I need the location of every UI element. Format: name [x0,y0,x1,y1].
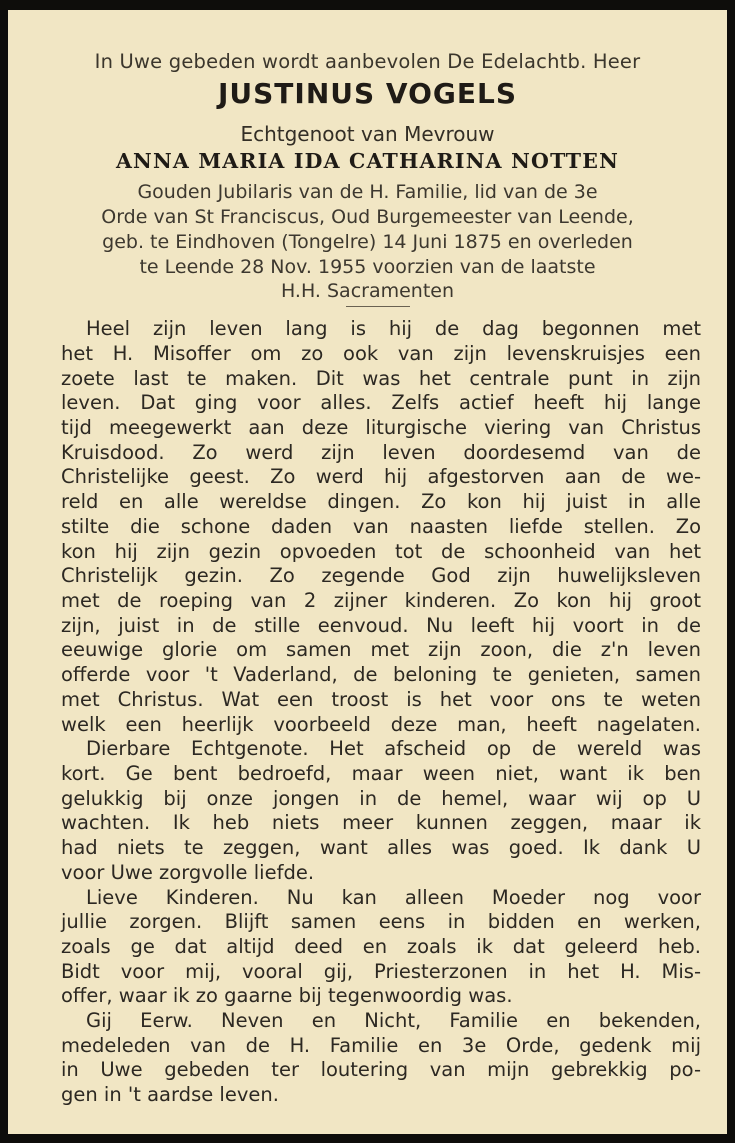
body-line: welk een heerlijk voorbeeld deze man, heeft nagelaten. [61,713,701,736]
body-line: gelukkig bij onze jongen in de hemel, waar wij op U [61,787,701,810]
body-line: jullie zorgen. Blijft samen eens in bidden en werken, [61,910,701,933]
body-line: Christelijk gezin. Zo zegende God zijn huwelijksleven [61,564,701,587]
body-line: offerde voor 't Vaderland, de beloning te genieten, samen [61,663,701,686]
body-line: Gij Eerw. Neven en Nicht, Familie en bekenden, [86,1009,701,1032]
deceased-name: JUSTINUS VOGELS [217,77,518,110]
body-line: kon hij zijn gezin opvoeden tot de schoonheid van het [61,540,701,563]
bio-line: Orde van St Franciscus, Oud Burgemeester van Leende, [101,206,634,228]
body-line: Bidt voor mij, vooral gij, Priesterzonen in het H. Mis- [61,960,701,983]
body-line: voor Uwe zorgvolle liefde. [61,861,315,884]
body-line: offer, waar ik zo gaarne bij tegenwoordig was. [61,984,513,1007]
body-line: Christelijke geest. Zo werd hij afgestorven aan de we- [61,465,701,488]
body-line: tijd meegewerkt aan deze liturgische viering van Christus [61,416,701,439]
divider [346,306,410,307]
body-line: leven. Dat ging voor alles. Zelfs actief heeft hij lange [61,391,701,414]
spouse-label: Echtgenoot van Mevrouw [240,122,495,146]
body-line: zoete last te maken. Dit was het centrale punt in zijn [61,367,701,390]
bio-line: geb. te Eindhoven (Tongelre) 14 Juni 1875 en overleden [102,231,633,253]
body-line: eeuwige glorie om samen met zijn zoon, die z'n leven [61,638,701,661]
body-line: Dierbare Echtgenote. Het afscheid op de wereld was [86,737,701,760]
body-line: Lieve Kinderen. Nu kan alleen Moeder nog voor [86,886,701,909]
bio-line: te Leende 28 Nov. 1955 voorzien van de laatste [139,256,596,278]
body-line: Kruisdood. Zo werd zijn leven doordesemd van de [61,441,701,464]
body-line: het H. Misoffer om zo ook van zijn levenskruisjes een [61,342,701,365]
body-line: stilte die schone daden van naasten liefde stellen. Zo [61,515,701,538]
body-line: met Christus. Wat een troost is het voor ons te weten [61,688,701,711]
memorial-card [8,10,727,1134]
intro-line: In Uwe gebeden wordt aanbevolen De Edelachtb. Heer [94,50,641,73]
body-line: wachten. Ik heb niets meer kunnen zeggen, maar ik [61,811,701,834]
body-line: had niets te zeggen, want alles was goed. Ik dank U [61,836,701,859]
body-line: reld en alle wereldse dingen. Zo kon hij juist in alle [61,490,701,513]
body-line: kort. Ge bent bedroefd, maar ween niet, want ik ben [61,762,701,785]
body-line: zijn, juist in de stille eenvoud. Nu leeft hij voort in de [61,614,701,637]
body-line: zoals ge dat altijd deed en zoals ik dat geleerd heb. [61,935,701,958]
body-line: gen in 't aardse leven. [61,1083,279,1106]
body-line: Heel zijn leven lang is hij de dag begonnen met [86,317,701,340]
bio-line: H.H. Sacramenten [280,280,455,302]
body-line: medeleden van de H. Familie en 3e Orde, gedenk mij [61,1034,701,1057]
body-line: met de roeping van 2 zijner kinderen. Zo kon hij groot [61,589,701,612]
bio-line: Gouden Jubilaris van de H. Familie, lid van de 3e [137,181,598,203]
spouse-name: ANNA MARIA IDA CATHARINA NOTTEN [115,149,620,173]
body-line: in Uwe gebeden ter loutering van mijn gebrekkig po- [61,1058,701,1081]
